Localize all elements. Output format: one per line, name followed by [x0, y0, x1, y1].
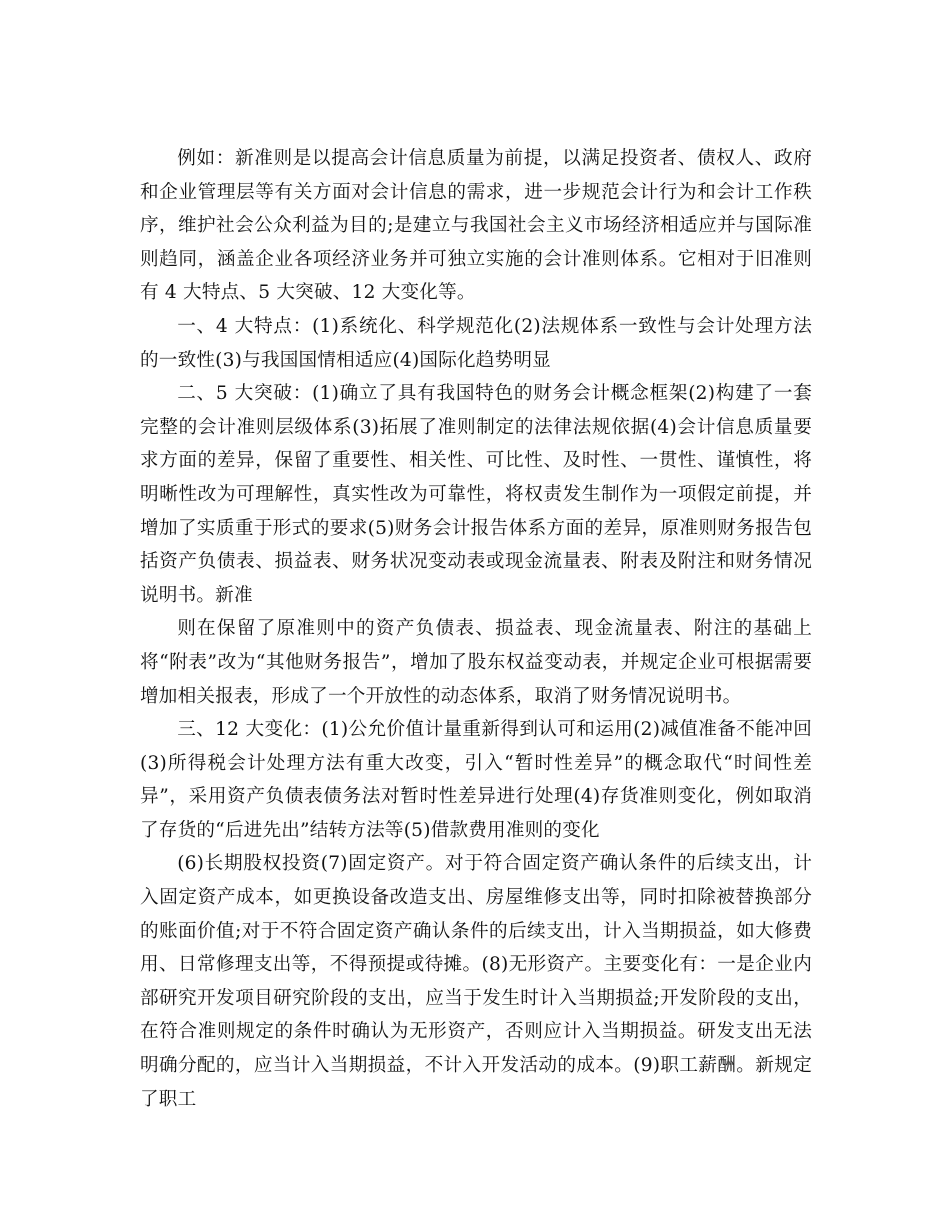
paragraph-four-features: 一、4 大特点：(1)系统化、科学规范化(2)法规体系一致性与会计处理方法的一致性(3)与我国国情相适应(4)国际化趋势明显	[140, 315, 812, 371]
paragraph-assets-and-compensation: (6)长期股权投资(7)固定资产。对于符合固定资产确认条件的后续支出，计入固定资产成本，如更换设备改造支出、房屋维修支出等，同时扣除被替换部分的账面价值;对于不符合固定资产确认条件的后续支出，计入当期损益，如大修费用、日常修理支出等，不得预提或待摊。(8)无形资产。主要变化有：一是企业内部研究开发项目研究阶段的支出，应当于发生时计入当期损益;开发阶段的支出，在符合准则规定的条件时确认为无形资产，否则应计入当期损益。研发支出无法明确分配的，应当计入当期损益，不计入开发活动的成本。(9)职工薪酬。新规定了职工	[140, 853, 812, 1110]
paragraph-five-breakthroughs: 二、5 大突破：(1)确立了具有我国特色的财务会计概念框架(2)构建了一套完整的会计准则层级体系(3)拓展了准则制定的法律法规依据(4)会计信息质量要求方面的差异，保留了重要性、相关性、可比性、及时性、一贯性、谨慎性，将明晰性改为可理解性，真实性改为可靠性，将权责发生制作为一项假定前提，并增加了实质重于形式的要求(5)财务会计报告体系方面的差异，原准则财务报告包括资产负债表、损益表、财务状况变动表或现金流量表、附表及附注和财务情况说明书。新准	[140, 383, 812, 606]
paragraph-twelve-changes: 三、12 大变化：(1)公允价值计量重新得到认可和运用(2)减值准备不能冲回(3)所得税会计处理方法有重大改变，引入“暂时性差异”的概念取代“时间性差异”，采用资产负债表债务法对暂时性差异进行处理(4)存货准则变化，例如取消了存货的“后进先出”结转方法等(5)借款费用准则的变化	[140, 719, 812, 841]
paragraph-report-changes: 则在保留了原准则中的资产负债表、损益表、现金流量表、附注的基础上将“附表”改为“其他财务报告”，增加了股东权益变动表，并规定企业可根据需要增加相关报表，形成了一个开放性的动态体系，取消了财务情况说明书。	[140, 618, 812, 707]
document-body	[140, 142, 812, 1116]
paragraph-intro: 例如：新准则是以提高会计信息质量为前提，以满足投资者、债权人、政府和企业管理层等有关方面对会计信息的需求，进一步规范会计行为和会计工作秩序，维护社会公众利益为目的;是建立与我国社会主义市场经济相适应并与国际准则趋同，涵盖企业各项经济业务并可独立实施的会计准则体系。它相对于旧准则有 4 大特点、5 大突破、12 大变化等。	[140, 148, 812, 304]
